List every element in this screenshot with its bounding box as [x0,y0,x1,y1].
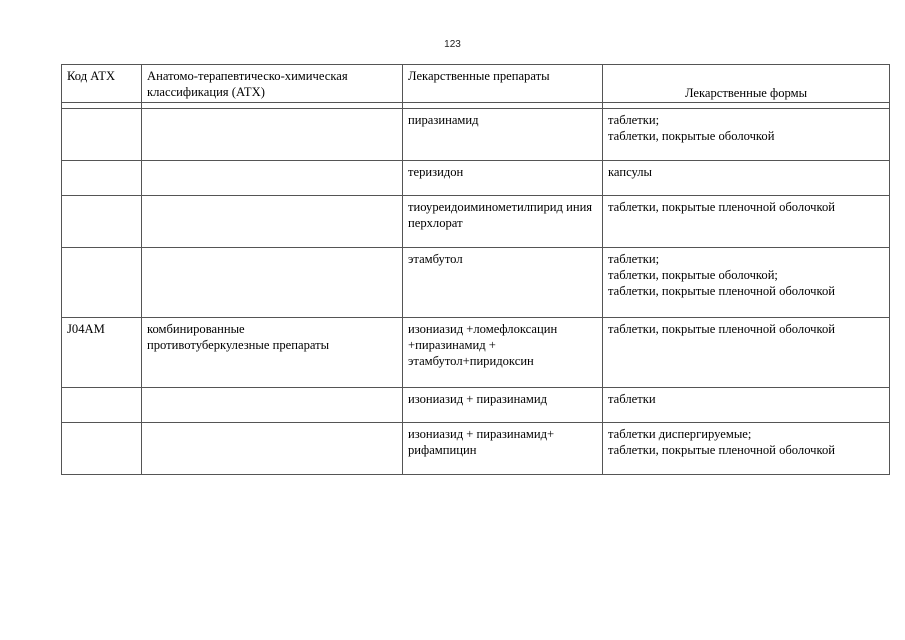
atx-drug-table [61,64,890,475]
table-row [62,318,890,388]
cell-drug: изониазид + пиразинамид [403,388,603,423]
cell-classification [142,161,403,196]
cell-classification [142,196,403,248]
cell-drug: теризидон [403,161,603,196]
cell-drug: пиразинамид [403,109,603,161]
cell-code: J04AM [62,318,142,388]
cell-code [62,196,142,248]
table-header-row [62,65,890,103]
cell-classification [142,248,403,318]
cell-drug: изониазид + пиразинамид+ рифампицин [403,423,603,475]
table-row [62,161,890,196]
header-drugs: Лекарственные препараты [403,65,603,103]
cell-classification [142,388,403,423]
cell-forms: таблетки [603,388,890,423]
header-code: Код АТХ [62,65,142,103]
cell-forms: таблетки, покрытые пленочной оболочкой [603,196,890,248]
table-row [62,388,890,423]
cell-classification [142,423,403,475]
page-number: 123 [444,39,461,50]
cell-forms: таблетки; таблетки, покрытые оболочкой; таблетки, покрытые пленочной оболочкой [603,248,890,318]
cell-drug: изониазид +ломефлоксацин +пиразинамид + этамбутол+пиридоксин [403,318,603,388]
cell-code [62,109,142,161]
table-row [62,109,890,161]
table-row [62,423,890,475]
cell-classification [142,109,403,161]
cell-code [62,248,142,318]
table-row [62,196,890,248]
cell-forms: капсулы [603,161,890,196]
cell-forms: таблетки диспергируемые; таблетки, покрытые пленочной оболочкой [603,423,890,475]
table-row [62,248,890,318]
cell-classification: комбинированные противотуберкулезные препараты [142,318,403,388]
cell-drug: тиоуреидоиминометилпирид иния перхлорат [403,196,603,248]
cell-forms: таблетки, покрытые пленочной оболочкой [603,318,890,388]
cell-code [62,423,142,475]
header-forms: Лекарственные формы [603,65,890,103]
cell-forms: таблетки; таблетки, покрытые оболочкой [603,109,890,161]
cell-code [62,388,142,423]
cell-drug: этамбутол [403,248,603,318]
header-classification: Анатомо-терапевтическо-химическая классификация (АТХ) [142,65,403,103]
cell-code [62,161,142,196]
